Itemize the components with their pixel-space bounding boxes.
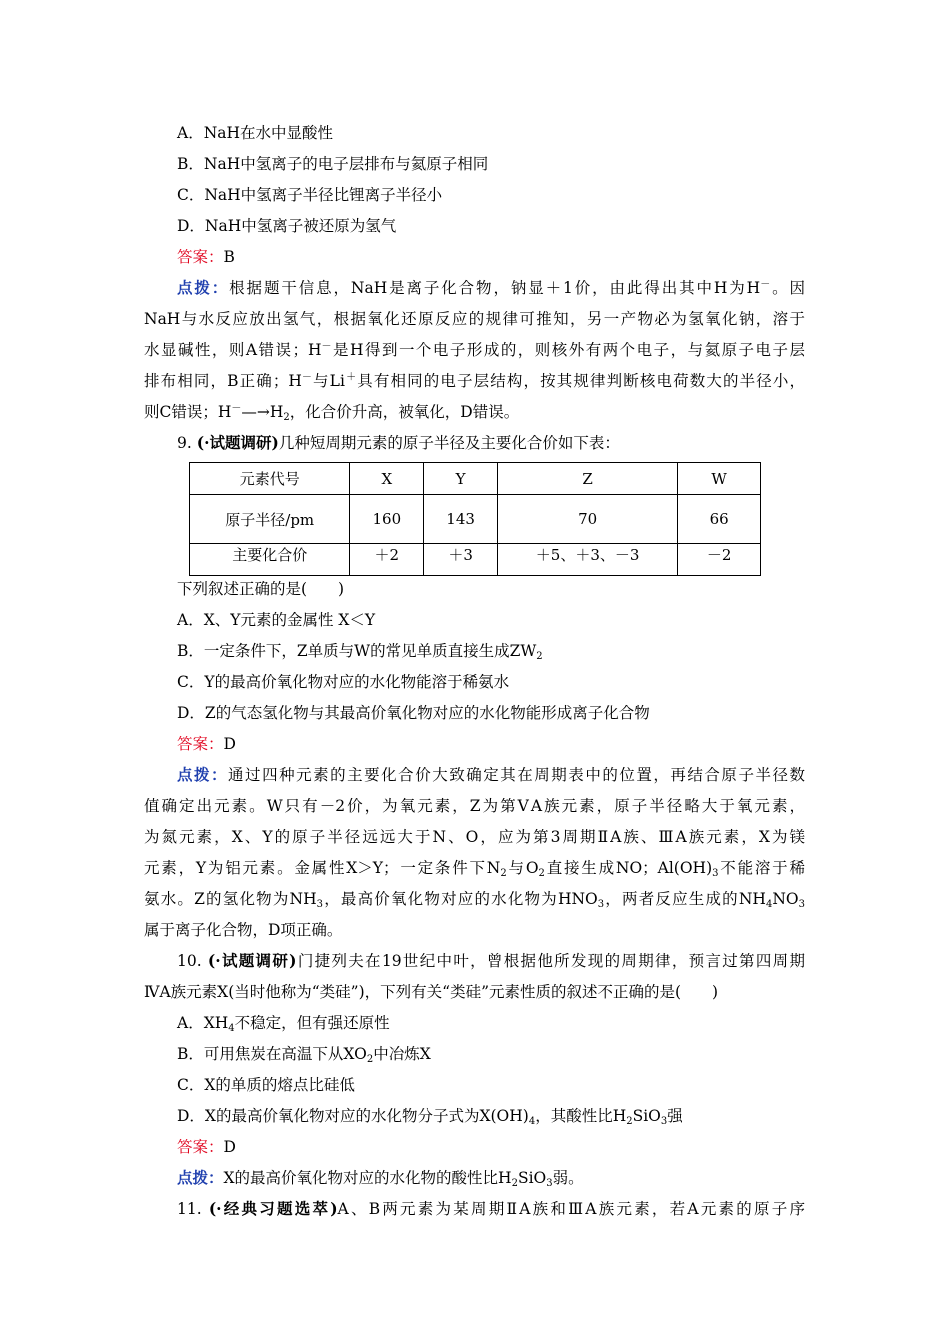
q10-stem-line-2: ⅣA族元素X(当时他称为“类硅”)，下列有关“类硅”元素性质的叙述不正确的是( ) <box>144 983 719 1001</box>
q9-answer <box>177 733 236 755</box>
hint-label: 点拨： <box>177 278 230 297</box>
table-cell: 主要化合价 <box>190 544 350 576</box>
q10-answer <box>177 1136 236 1158</box>
table-row-valence <box>190 544 761 576</box>
answer-value: D <box>223 1138 236 1156</box>
q9-hint-line-3: 为氮元素，X、Y的原子半径远远大于N、O，应为第3周期ⅡA族、ⅢA族元素，X为镁 <box>144 828 805 846</box>
question-number: 10. <box>177 952 202 970</box>
table-cell: ＋2 <box>350 544 424 576</box>
hint-label: 点拨： <box>177 765 229 784</box>
q8-option-c: C．NaH中氢离子半径比锂离子半径小 <box>177 186 443 204</box>
q10-option-c: C．X的单质的熔点比硅低 <box>177 1076 355 1094</box>
q8-answer <box>177 246 235 268</box>
q9-hint-line-6: 属于离子化合物，D项正确。 <box>144 921 343 939</box>
q9-stem: 9. (·试题调研)几种短周期元素的原子半径及主要化合价如下表： <box>177 433 620 452</box>
question-number: 11. <box>177 1200 202 1218</box>
answer-value: D <box>223 735 236 753</box>
hint-label: 点拨： <box>177 1168 224 1187</box>
element-table <box>189 462 761 576</box>
q9-option-c: C．Y的最高价氧化物对应的水化物能溶于稀氨水 <box>177 673 510 691</box>
question-source: (·经典习题选萃) <box>208 1199 338 1218</box>
q9-hint-line-2: 值确定出元素。W只有－2价，为氧元素，Z为第ⅤA族元素，原子半径略大于氧元素， <box>144 797 805 815</box>
answer-label: 答案： <box>177 735 224 753</box>
table-row-header <box>190 463 761 495</box>
table-cell: 元素代号 <box>190 463 350 495</box>
q10-stem-line-1: 10. (·试题调研)门捷列夫在19世纪中叶，曾根据他所发现的周期律，预言过第四周期 <box>177 951 805 970</box>
q8-hint-line-3: 水显碱性，则A错误；H－是H得到一个电子形成的，则核外有两个电子，与氦原子电子层 <box>144 341 805 359</box>
q8-option-d: D．NaH中氢离子被还原为氢气 <box>177 217 397 235</box>
table-cell: 70 <box>498 495 678 544</box>
table-cell: －2 <box>678 544 761 576</box>
table-cell: 66 <box>678 495 761 544</box>
table-cell: ＋5、＋3、－3 <box>498 544 678 576</box>
q9-hint-line-1: 点拨：通过四种元素的主要化合价大致确定其在周期表中的位置，再结合原子半径数 <box>177 765 805 784</box>
table-cell: ＋3 <box>424 544 498 576</box>
answer-label: 答案： <box>177 248 224 266</box>
q10-hint: 点拨：X的最高价氧化物对应的水化物的酸性比$H_2SiO_3$弱。 <box>177 1168 584 1189</box>
answer-value: B <box>223 248 235 266</box>
q8-option-a: A．NaH在水中显酸性 <box>177 124 334 142</box>
table-cell: 143 <box>424 495 498 544</box>
question-source: (·试题调研) <box>207 951 297 970</box>
q9-option-b: B．一定条件下，Z单质与W的常见单质直接生成$ZW_2$ <box>177 642 543 662</box>
q10-option-b: B．可用焦炭在高温下从$XO_2$中冶炼X <box>177 1045 431 1065</box>
q11-stem-line-1: 11. (·经典习题选萃)A、B两元素为某周期ⅡA族和ⅢA族元素，若A元素的原子序 <box>177 1199 805 1218</box>
q10-option-a: A．$XH_4$不稳定，但有强还原性 <box>177 1014 390 1034</box>
q10-option-d: D．X的最高价氧化物对应的水化物分子式为$X(OH)_4$，其酸性比$H_2SiO_3$强 <box>177 1107 683 1127</box>
q9-option-a: A．X、Y元素的金属性 X＜Y <box>177 611 376 629</box>
q8-hint-line-5: 则C错误；$H^-—\to H_2$，化合价升高，被氧化，D错误。 <box>144 403 520 423</box>
q8-option-b: B．NaH中氢离子的电子层排布与氦原子相同 <box>177 155 489 173</box>
table-cell: 原子半径/pm <box>190 495 350 544</box>
answer-label: 答案： <box>177 1138 224 1156</box>
q8-hint-line-4: 排布相同，B正确；H－与Li＋具有相同的电子层结构，按其规律判断核电荷数大的半径小， <box>144 372 805 390</box>
question-number: 9. <box>177 434 192 452</box>
question-source: (·试题调研) <box>196 433 279 452</box>
table-cell: W <box>678 463 761 495</box>
table-row-radius <box>190 495 761 544</box>
q8-hint-line-1: 点拨：根据题干信息，NaH是离子化合物，钠显＋1价，由此得出其中H为H－。因 <box>177 278 805 297</box>
q9-question: 下列叙述正确的是( ) <box>177 580 345 598</box>
table-cell: Z <box>498 463 678 495</box>
q9-hint-line-5: 氨水。Z的氢化物为$NH_3$，最高价氧化物对应的水化物为$HNO_3$，两者反应生成的$NH_4NO_3$ <box>144 890 805 910</box>
q9-option-d: D．Z的气态氢化物与其最高价氧化物对应的水化物能形成离子化合物 <box>177 704 650 722</box>
q8-hint-line-2: NaH与水反应放出氢气，根据氧化还原反应的规律可推知，另一产物必为氢氧化钠，溶于 <box>144 310 805 328</box>
q9-hint-line-4: 元素，Y为铝元素。金属性X＞Y；一定条件下$N_2$与$O_2$直接生成NO；$Al(OH)_3$不能溶于稀 <box>144 859 805 879</box>
table-cell: Y <box>424 463 498 495</box>
table-cell: X <box>350 463 424 495</box>
table-cell: 160 <box>350 495 424 544</box>
